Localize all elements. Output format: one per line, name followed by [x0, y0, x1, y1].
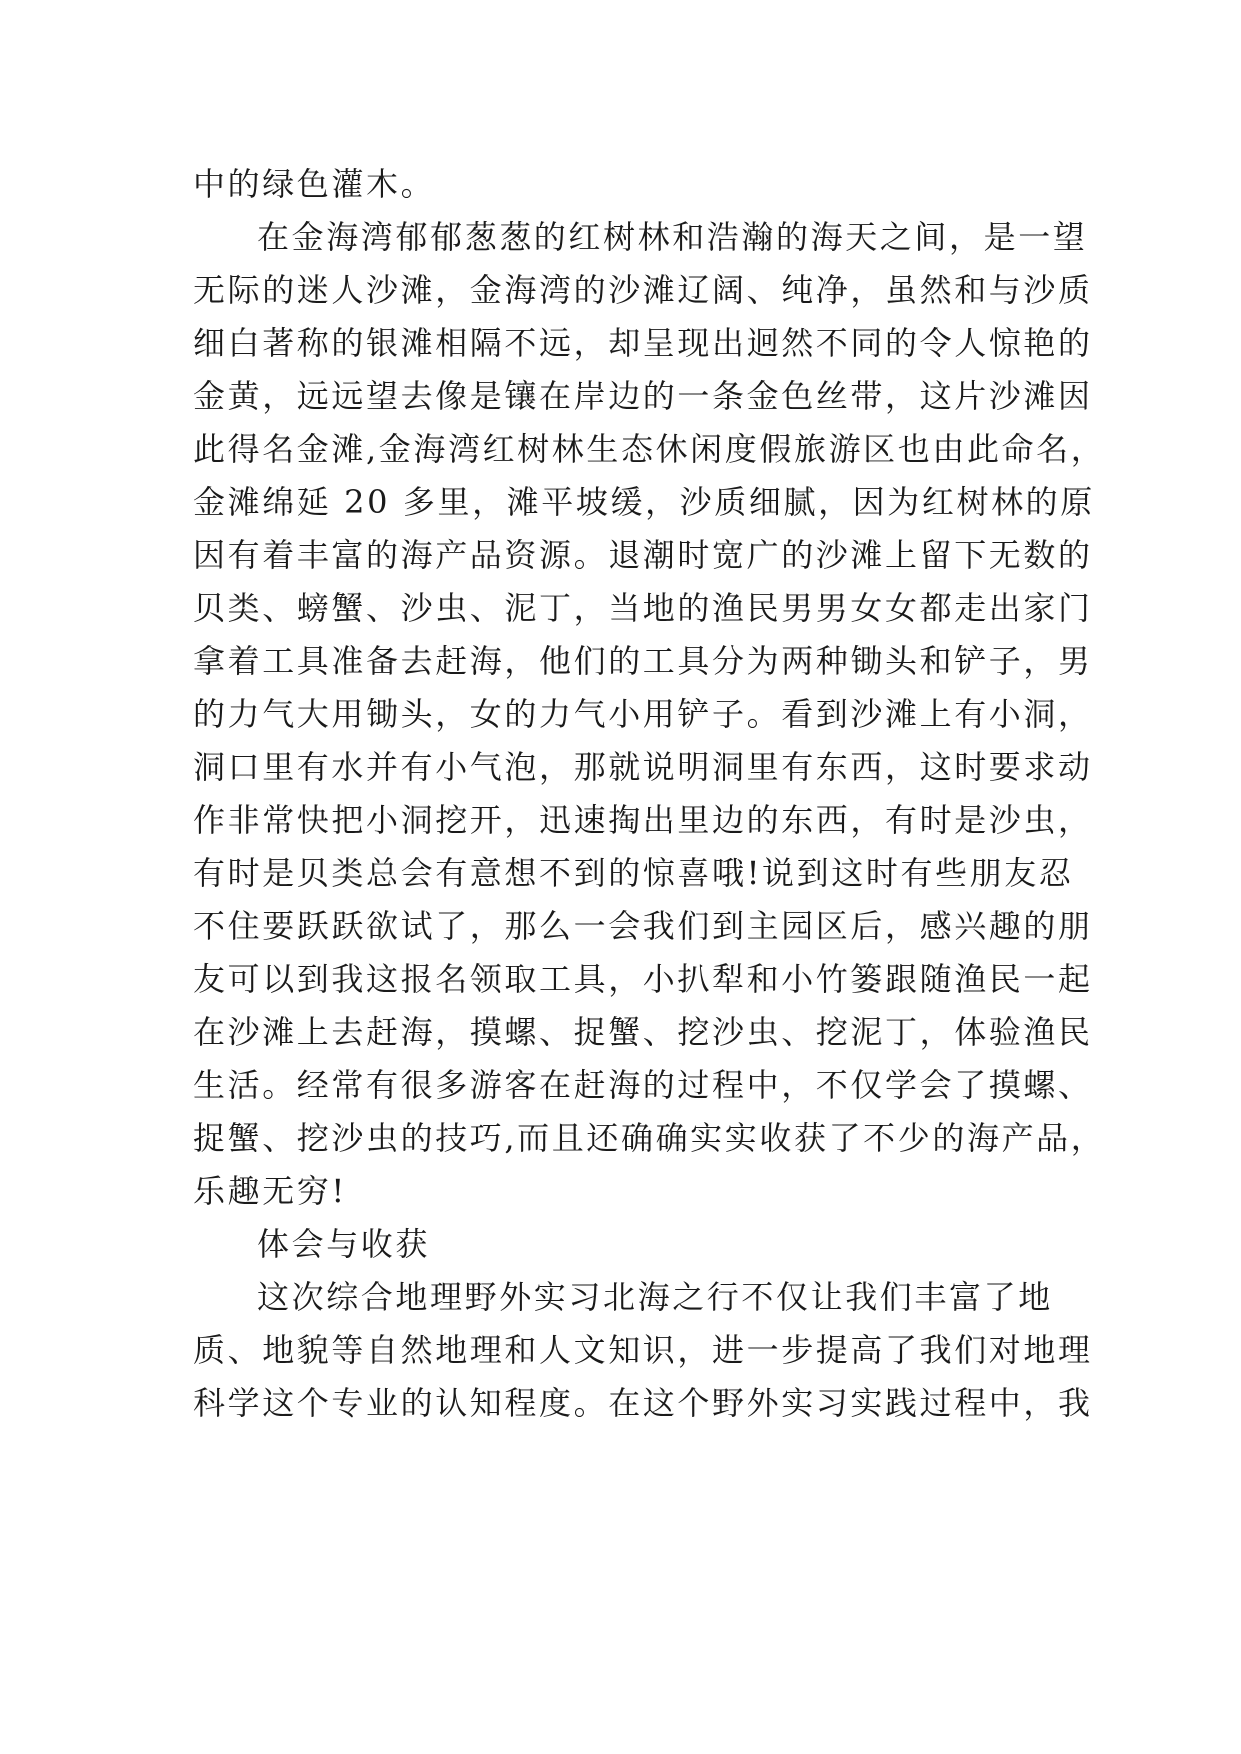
text-line: 此得名金滩,金海湾红树林生态休闲度假旅游区也由此命名，: [193, 430, 1106, 468]
body-text: [193, 158, 1106, 1430]
text-line: 的力气大用锄头，女的力气小用铲子。看到沙滩上有小洞，: [193, 695, 1093, 733]
paragraph-first-line: 在金海湾郁郁葱葱的红树林和浩瀚的海天之间，是一望: [257, 218, 1088, 256]
text-line: 捉蟹、挖沙虫的技巧,而且还确确实实收获了不少的海产品，: [193, 1119, 1106, 1157]
text-line: 细白著称的银滩相隔不远，却呈现出迥然不同的令人惊艳的: [193, 324, 1093, 362]
text-line: 无际的迷人沙滩，金海湾的沙滩辽阔、纯净，虽然和与沙质: [193, 271, 1093, 309]
paragraph-first-line: 这次综合地理野外实习北海之行不仅让我们丰富了地: [257, 1278, 1053, 1316]
text-line: 洞口里有水并有小气泡，那就说明洞里有东西，这时要求动: [193, 748, 1093, 786]
text-line: 金滩绵延 20 多里，滩平坡缓，沙质细腻，因为红树林的原: [193, 483, 1095, 521]
text-line: 有时是贝类总会有意想不到的惊喜哦!说到这时有些朋友忍: [193, 854, 1074, 892]
text-line: 科学这个专业的认知程度。在这个野外实习实践过程中，我: [193, 1384, 1093, 1422]
text-line: 拿着工具准备去赶海，他们的工具分为两种锄头和铲子，男: [193, 642, 1093, 680]
text-line: 金黄，远远望去像是镶在岸边的一条金色丝带，这片沙滩因: [193, 377, 1093, 415]
text-line: 不住要跃跃欲试了，那么一会我们到主园区后，感兴趣的朋: [193, 907, 1093, 945]
text-line: 贝类、螃蟹、沙虫、泥丁，当地的渔民男男女女都走出家门: [193, 589, 1093, 627]
text-line: 生活。经常有很多游客在赶海的过程中，不仅学会了摸螺、: [193, 1066, 1093, 1104]
text-line: 在沙滩上去赶海，摸螺、捉蟹、挖沙虫、挖泥丁，体验渔民: [193, 1013, 1093, 1051]
text-line: 质、地貌等自然地理和人文知识，进一步提高了我们对地理: [193, 1331, 1093, 1369]
section-heading: 体会与收获: [257, 1225, 431, 1263]
text-line: 作非常快把小洞挖开，迅速掏出里边的东西，有时是沙虫，: [193, 801, 1093, 839]
text-line: 乐趣无穷!: [193, 1172, 347, 1210]
text-line: 友可以到我这报名领取工具，小扒犁和小竹篓跟随渔民一起: [193, 960, 1093, 998]
text-line: 因有着丰富的海产品资源。退潮时宽广的沙滩上留下无数的: [193, 536, 1093, 574]
text-line: 中的绿色灌木。: [193, 165, 436, 203]
